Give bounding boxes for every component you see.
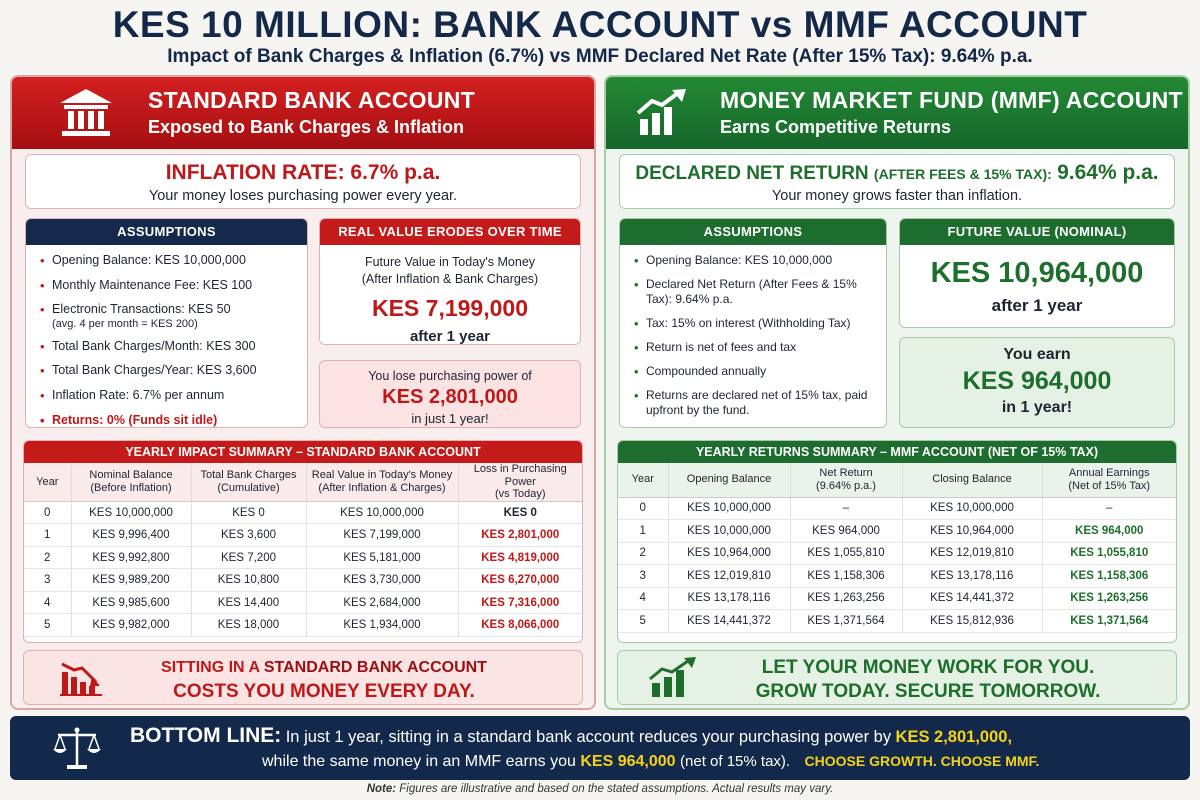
bottom-line-cta: CHOOSE GROWTH. CHOOSE MMF. [804, 753, 1040, 769]
table-header-cell: Year [24, 463, 71, 501]
mmf-table-title: YEARLY RETURNS SUMMARY – MMF ACCOUNT (NET OF 15% TAX) [618, 441, 1176, 463]
bank-assumption-item: • Opening Balance: KES 10,000,000 [40, 253, 301, 269]
future-value-amount: KES 10,964,000 [930, 257, 1144, 289]
inflation-rate-value: 6.7% p.a. [350, 161, 441, 184]
table-row: 1 KES 9,996,400 KES 3,600 KES 7,199,000 KES 2,801,000 [24, 524, 582, 547]
mmf-assumption-item: • Compounded annually [634, 364, 872, 379]
bottom-line-banner [10, 716, 1190, 780]
mmf-assumption-item: • Returns are declared net of 15% tax, paid upfront by the fund. [634, 388, 872, 418]
real-value-box [319, 218, 581, 345]
mmf-assumption-item: • Opening Balance: KES 10,000,000 [634, 253, 872, 268]
earnings-line: You earn [1003, 346, 1071, 363]
bank-yearly-table [23, 440, 583, 643]
bank-header-subtitle: Exposed to Bank Charges & Inflation [148, 117, 465, 137]
page-subtitle: Impact of Bank Charges & Inflation (6.7%) vs MMF Declared Net Rate (After 15% Tax): 9.64% p.a. [167, 46, 1033, 67]
bank-panel [10, 75, 596, 710]
net-return-label-small: (AFTER FEES & 15% TAX): [873, 166, 1052, 182]
mmf-header-title: MONEY MARKET FUND (MMF) ACCOUNT [720, 87, 1183, 113]
inflation-rate-box [25, 154, 581, 209]
net-return-box [619, 154, 1175, 209]
bank-assumption-subnote: (avg. 4 per month = KES 200) [52, 317, 198, 330]
table-header-cell: Year [618, 463, 668, 497]
real-value-amount: KES 7,199,000 [371, 295, 528, 321]
mmf-assumption-item: • Return is net of fees and tax [634, 340, 872, 355]
inflation-rate-note: Your money loses purchasing power every year. [148, 188, 458, 204]
net-return-note: Your money grows faster than inflation. [771, 188, 1023, 204]
footnote-text: Figures are illustrative and based on the stated assumptions. Actual results may vary. [399, 783, 834, 795]
mmf-panel [604, 75, 1190, 710]
future-value-title: FUTURE VALUE (NOMINAL) [900, 219, 1174, 245]
real-value-after: after 1 year [409, 328, 491, 345]
footnote-label: Note: [366, 783, 397, 795]
table-row: 2 KES 10,964,000 KES 1,055,810 KES 12,019,810 KES 1,055,810 [618, 542, 1176, 565]
net-return-value: 9.64% p.a. [1057, 161, 1159, 184]
purchasing-loss-box [319, 360, 581, 428]
bottom-line-text2: while the same money in an MMF earns you [262, 753, 576, 770]
table-row: 3 KES 12,019,810 KES 1,158,306 KES 13,178,116 KES 1,158,306 [618, 565, 1176, 588]
table-header-cell: Total Bank Charges (Cumulative) [191, 463, 306, 501]
bank-assumption-item: • Total Bank Charges/Month: KES 300 [40, 339, 301, 355]
table-header-cell: Closing Balance [902, 463, 1042, 497]
growth-chart-icon [648, 657, 698, 699]
bank-cta-banner [23, 650, 583, 705]
bank-cta-line1a: SITTING IN A [161, 659, 260, 676]
table-header-cell: Real Value in Today's Money (After Inflation & Charges) [306, 463, 458, 501]
purchasing-loss-after: in just 1 year! [411, 411, 489, 426]
bank-header [12, 77, 594, 149]
table-row: 2 KES 9,992,800 KES 7,200 KES 5,181,000 KES 4,819,000 [24, 546, 582, 569]
real-value-line2: (After Inflation & Bank Charges) [361, 272, 539, 286]
mmf-header [606, 77, 1188, 149]
mmf-assumptions-box [619, 218, 887, 428]
earnings-after: in 1 year! [1001, 399, 1073, 416]
purchasing-loss-amount: KES 2,801,000 [382, 386, 518, 408]
bank-assumption-item: • Total Bank Charges/Year: KES 3,600 [40, 363, 301, 379]
real-value-title: REAL VALUE ERODES OVER TIME [320, 219, 580, 245]
future-value-after: after 1 year [991, 296, 1083, 315]
table-row: 4 KES 9,985,600 KES 14,400 KES 2,684,000 KES 7,316,000 [24, 591, 582, 614]
bottom-line-text1: In just 1 year, sitting in a standard bank account reduces your purchasing power by [285, 728, 892, 746]
table-header-cell: Annual Earnings (Net of 15% Tax) [1042, 463, 1176, 497]
mmf-assumptions-title: ASSUMPTIONS [620, 219, 886, 245]
bank-building-icon [58, 87, 114, 139]
bottom-line-tail: (net of 15% tax). [680, 753, 791, 770]
bottom-line-value2: KES 964,000 [580, 753, 676, 770]
bank-cta-line2: COSTS YOU MONEY EVERY DAY. [173, 681, 475, 702]
bank-table-title: YEARLY IMPACT SUMMARY – STANDARD BANK ACCOUNT [24, 441, 582, 463]
purchasing-loss-line: You lose purchasing power of [368, 369, 532, 383]
inflation-rate-label: INFLATION RATE: [165, 161, 345, 184]
bank-assumption-item: • Electronic Transactions: KES 50 (avg. 4 per month = KES 200) [40, 302, 301, 331]
table-row: 1 KES 10,000,000 KES 964,000 KES 10,964,000 KES 964,000 [618, 520, 1176, 543]
table-row: 0 KES 10,000,000 KES 0 KES 10,000,000 KES 0 [24, 501, 582, 524]
bank-assumptions-box [25, 218, 308, 428]
bank-assumption-item: • Inflation Rate: 6.7% per annum [40, 388, 301, 404]
bottom-line-label: BOTTOM LINE: [130, 724, 282, 747]
table-row: 5 KES 14,441,372 KES 1,371,564 KES 15,812,936 KES 1,371,564 [618, 610, 1176, 633]
earnings-box [899, 337, 1175, 428]
mmf-assumption-item: • Tax: 15% on interest (Withholding Tax) [634, 316, 872, 331]
bottom-line-value1: KES 2,801,000, [895, 728, 1013, 746]
net-return-label: DECLARED NET RETURN [635, 163, 869, 184]
mmf-assumption-item: • Declared Net Return (After Fees & 15% Tax): 9.64% p.a. [634, 277, 872, 307]
mmf-cta-line1: LET YOUR MONEY WORK FOR YOU. [761, 657, 1095, 678]
footnote [0, 783, 1200, 795]
declining-chart-icon [58, 658, 104, 698]
growth-chart-icon [634, 87, 690, 139]
bank-cta-line1b: STANDARD BANK ACCOUNT [263, 659, 487, 676]
real-value-line1: Future Value in Today's Money [364, 255, 536, 269]
mmf-yearly-table [617, 440, 1177, 643]
page-title: KES 10 MILLION: BANK ACCOUNT vs MMF ACCOUNT [112, 4, 1088, 45]
scales-icon [52, 725, 102, 771]
table-row: 0 KES 10,000,000 – KES 10,000,000 – [618, 497, 1176, 520]
mmf-cta-line2: GROW TODAY. SECURE TOMORROW. [755, 681, 1101, 702]
table-header-cell: Loss in Purchasing Power (vs Today) [458, 463, 582, 501]
mmf-cta-banner [617, 650, 1177, 705]
table-header-row [24, 463, 582, 501]
table-row: 3 KES 9,989,200 KES 10,800 KES 3,730,000 KES 6,270,000 [24, 569, 582, 592]
table-header-cell: Opening Balance [668, 463, 790, 497]
future-value-box [899, 218, 1175, 328]
table-header-cell: Nominal Balance (Before Inflation) [71, 463, 191, 501]
bank-assumption-item: • Returns: 0% (Funds sit idle) [40, 413, 301, 429]
table-header-cell: Net Return (9.64% p.a.) [790, 463, 902, 497]
bank-header-title: STANDARD BANK ACCOUNT [148, 87, 475, 113]
bank-assumptions-title: ASSUMPTIONS [26, 219, 307, 245]
table-header-row [618, 463, 1176, 497]
earnings-amount: KES 964,000 [962, 367, 1112, 395]
mmf-header-subtitle: Earns Competitive Returns [720, 117, 952, 137]
table-row: 5 KES 9,982,000 KES 18,000 KES 1,934,000 KES 8,066,000 [24, 614, 582, 637]
bank-assumption-item: • Monthly Maintenance Fee: KES 100 [40, 278, 301, 294]
table-row: 4 KES 13,178,116 KES 1,263,256 KES 14,441,372 KES 1,263,256 [618, 587, 1176, 610]
